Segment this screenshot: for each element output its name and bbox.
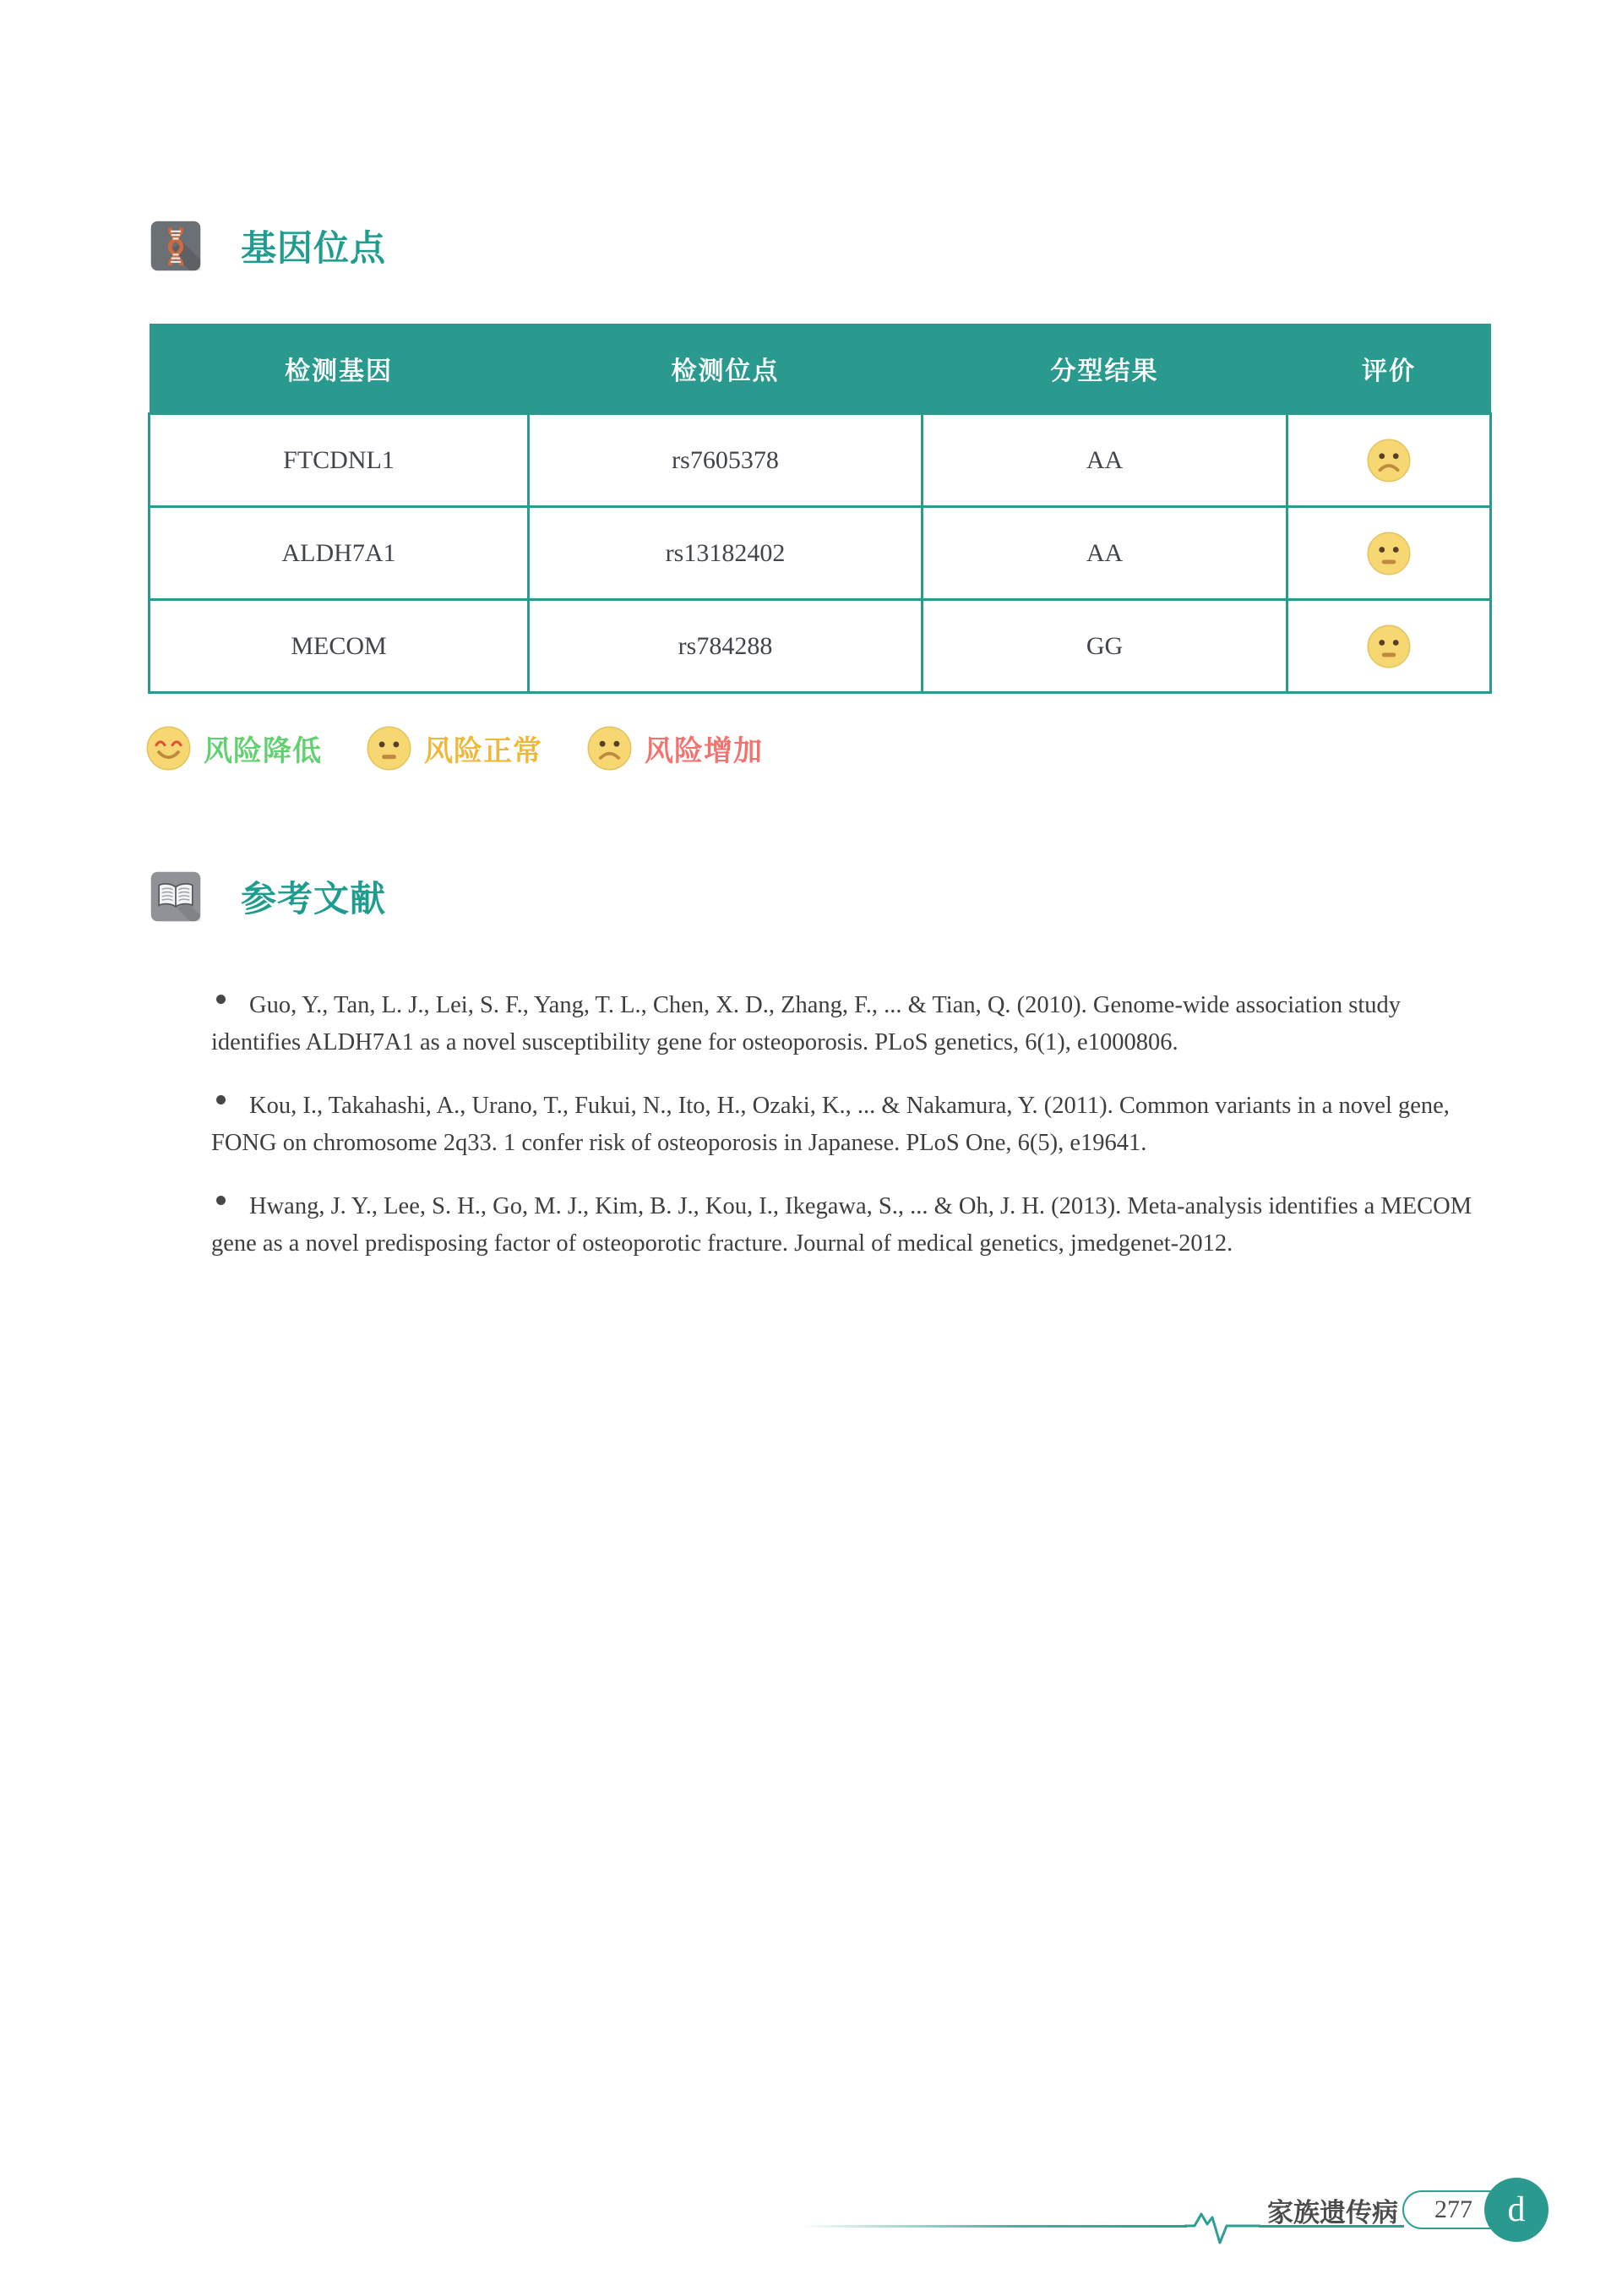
sad-face-icon [1366,438,1412,483]
reference-text: Kou, I., Takahashi, A., Urano, T., Fukui, N., Ito, H., Ozaki, K., ... & Nakamura, Y. (2011). Common variants in a novel gene, FONG on chromosome 2q33. 1 confer risk of osteoporosis in Japanese. PLoS One, 6(5), e19641. [211,1093,1450,1156]
gene-loci-table [148,324,1492,694]
section-header-references [150,870,386,923]
bullet-icon [216,995,226,1004]
column-header-gene: 检测基因 [150,324,529,414]
neutral-face-icon [1366,624,1412,669]
gene-cell: FTCDNL1 [150,414,529,507]
risk-legend [145,723,763,772]
reference-item [211,1088,1489,1162]
locus-cell: rs784288 [529,600,923,693]
evaluation-cell [1287,600,1491,693]
heartbeat-line-icon [1184,2194,1260,2248]
legend-item [366,725,542,772]
neutral-face-icon [1366,531,1412,576]
genotype-cell: AA [923,507,1287,600]
footer-divider-line [798,2225,1187,2228]
evaluation-cell [1287,507,1491,600]
legend-item [586,725,763,772]
dna-icon [150,220,202,272]
table-header-row [150,324,1491,414]
table-row [150,414,1491,507]
bullet-icon [216,1196,226,1205]
column-header-evaluation: 评价 [1287,324,1491,414]
page-number: 277 [1434,2195,1472,2223]
legend-item [145,725,322,772]
table-row [150,600,1491,693]
happy-face-icon [145,725,192,772]
evaluation-cell [1287,414,1491,507]
gene-table-body [150,414,1491,693]
footer-section-label: 家族遗传病 [1267,2198,1398,2228]
reference-text: Hwang, J. Y., Lee, S. H., Go, M. J., Kim, B. J., Kou, I., Ikegawa, S., ... & Oh, J. H. (2013). Meta-analysis identifies a MECOM gene as a novel predisposing factor of osteoporotic fracture. Journal of medical genetics, jmedgenet-2012. [211,1193,1472,1257]
corner-letter: d [1507,2190,1526,2229]
sad-face-icon [586,725,633,772]
legend-label: 风险增加 [645,734,763,767]
gene-cell: ALDH7A1 [150,507,529,600]
corner-badge [1484,2178,1549,2242]
reference-item [211,1188,1489,1263]
column-header-genotype: 分型结果 [923,324,1287,414]
section-header-gene-loci [150,220,386,272]
locus-cell: rs7605378 [529,414,923,507]
column-header-locus: 检测位点 [529,324,923,414]
neutral-face-icon [366,725,412,772]
section-title-gene-loci: 基因位点 [241,228,387,268]
book-icon [150,870,202,923]
genotype-cell: AA [923,414,1287,507]
legend-label: 风险降低 [204,734,322,767]
gene-cell: MECOM [150,600,529,693]
references-list [211,987,1489,1289]
bullet-icon [216,1095,226,1104]
reference-text: Guo, Y., Tan, L. J., Lei, S. F., Yang, T. L., Chen, X. D., Zhang, F., ... & Tian, Q. (2010). Genome-wide association study identifies ALDH7A1 as a novel susceptibility gene for osteoporosis. PLoS genetics, 6(1), e1000806. [211,992,1401,1055]
table-row [150,507,1491,600]
legend-label: 风险正常 [424,734,542,767]
reference-item [211,987,1489,1061]
locus-cell: rs13182402 [529,507,923,600]
genotype-cell: GG [923,600,1287,693]
section-title-references: 参考文献 [241,879,387,919]
